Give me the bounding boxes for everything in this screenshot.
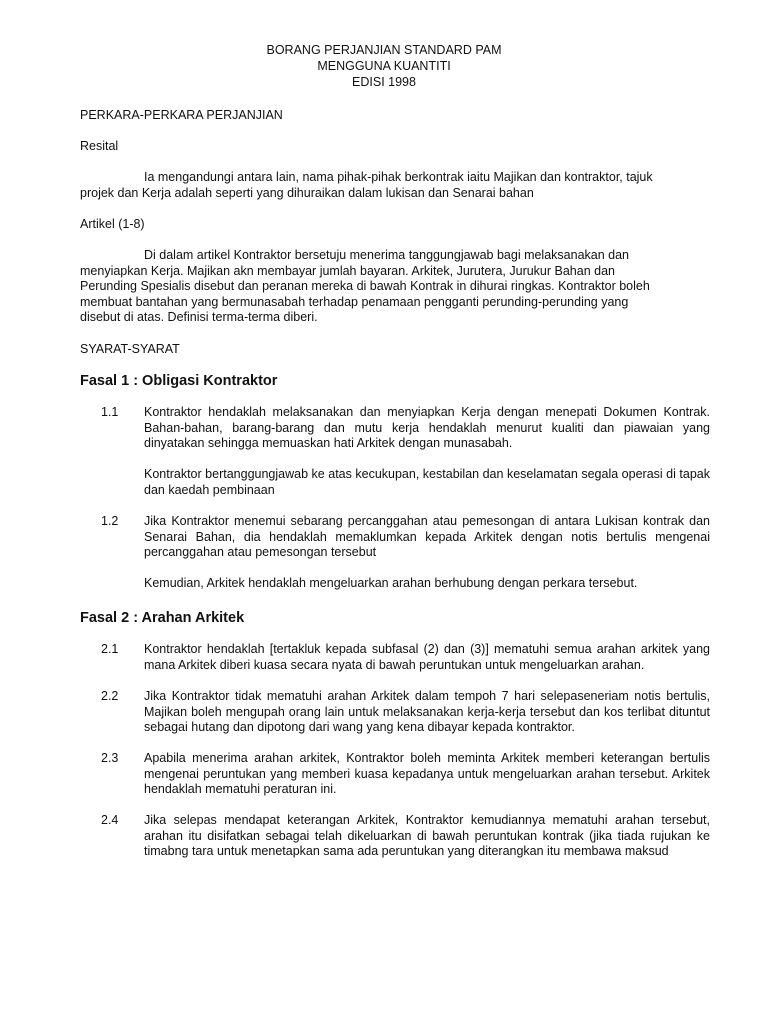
- title-line-2: MENGGUNA KUANTITI: [317, 59, 451, 73]
- clause-text-2-3: Apabila menerima arahan arkitek, Kontraktor boleh meminta Arkitek memberi keterangan bertulis mengenai peruntukan yang memberi kuasa kepadanya untuk mengeluarkan arahan tersebut. Arkitek hendaklah mematuhi peraturan ini.: [144, 751, 710, 796]
- clause-number-2-1: 2.1: [101, 642, 119, 656]
- resital-paragraph: Ia mengandungi antara lain, nama pihak-pihak berkontrak iaitu Majikan dan kontraktor, tajuk projek dan Kerja adalah seperti yang dihuraikan dalam lukisan dan Senarai bahan: [80, 170, 653, 200]
- clause-text-1-2-b: Kemudian, Arkitek hendaklah mengeluarkan arahan berhubung dengan perkara tersebut.: [144, 576, 638, 590]
- title-line-1: BORANG PERJANJIAN STANDARD PAM: [266, 43, 502, 57]
- artikel-label: Artikel (1-8): [80, 217, 145, 231]
- resital-label: Resital: [80, 139, 119, 153]
- syarat-heading: SYARAT-SYARAT: [80, 342, 180, 356]
- document-title: [0, 42, 768, 90]
- clause-number-2-4: 2.4: [101, 813, 119, 827]
- clause-number-2-3: 2.3: [101, 751, 119, 765]
- title-line-3: EDISI 1998: [352, 75, 416, 89]
- clause-number-1-1: 1.1: [101, 405, 119, 419]
- perkara-heading: PERKARA-PERKARA PERJANJIAN: [80, 108, 283, 122]
- fasal-2-heading: Fasal 2 : Arahan Arkitek: [80, 610, 245, 626]
- artikel-paragraph: Di dalam artikel Kontraktor bersetuju menerima tanggungjawab bagi melaksanakan dan menyiapkan Kerja. Majikan akn membayar jumlah bayaran. Arkitek, Jurutera, Jurukur Bahan dan Perunding Spesialis disebut dan peranan mereka di bawah Kontrak in dihurai ringkas. Kontraktor boleh membuat bantahan yang bermunasabah terhadap penamaan pengganti perunding-perunding yang disebut di atas. Definisi terma-terma diberi.: [80, 248, 650, 324]
- fasal-1-heading: Fasal 1 : Obligasi Kontraktor: [80, 373, 278, 389]
- clause-text-1-1: Kontraktor hendaklah melaksanakan dan menyiapkan Kerja dengan menepati Dokumen Kontrak. Bahan-bahan, barang-barang dan mutu kerja hendaklah menurut kualiti dan piawaian yang dinyatakan sehingga memuaskan hati Arkitek dengan munasabah.: [144, 405, 710, 450]
- clause-text-2-2: Jika Kontraktor tidak mematuhi arahan Arkitek dalam tempoh 7 hari selepaseneriam notis bertulis, Majikan boleh mengupah orang lain untuk melaksanakan kerja-kerja tersebut dan kos terlibat dituntut sebagai hutang dan dipotong dari wang yang kena dibayar kepada kontraktor.: [144, 689, 710, 734]
- clause-number-1-2: 1.2: [101, 514, 119, 528]
- clause-text-1-2: Jika Kontraktor menemui sebarang percanggahan atau pemesongan di antara Lukisan kontrak dan Senarai Bahan, dia hendaklah memaklumkan kepada Arkitek dengan notis bertulis mengenai percanggahan atau pemesongan tersebut: [144, 514, 710, 559]
- clause-number-2-2: 2.2: [101, 689, 119, 703]
- clause-text-1-1-b: Kontraktor bertanggungjawab ke atas kecukupan, kestabilan dan keselamatan segala operasi di tapak dan kaedah pembinaan: [144, 467, 710, 497]
- clause-text-2-1: Kontraktor hendaklah [tertakluk kepada subfasal (2) dan (3)] mematuhi semua arahan arkitek yang mana Arkitek diberi kuasa secara nyata di bawah peruntukan untuk mengeluarkan arahan.: [144, 642, 710, 672]
- clause-text-2-4: Jika selepas mendapat keterangan Arkitek, Kontraktor kemudiannya mematuhi arahan tersebut, arahan itu disifatkan sebagai telah dikeluarkan di bawah peruntukan kontrak (jika tiada rujukan ke timabng tara untuk menetapkan sama ada peruntukan yang diterangkan itu membawa maksud: [144, 813, 710, 858]
